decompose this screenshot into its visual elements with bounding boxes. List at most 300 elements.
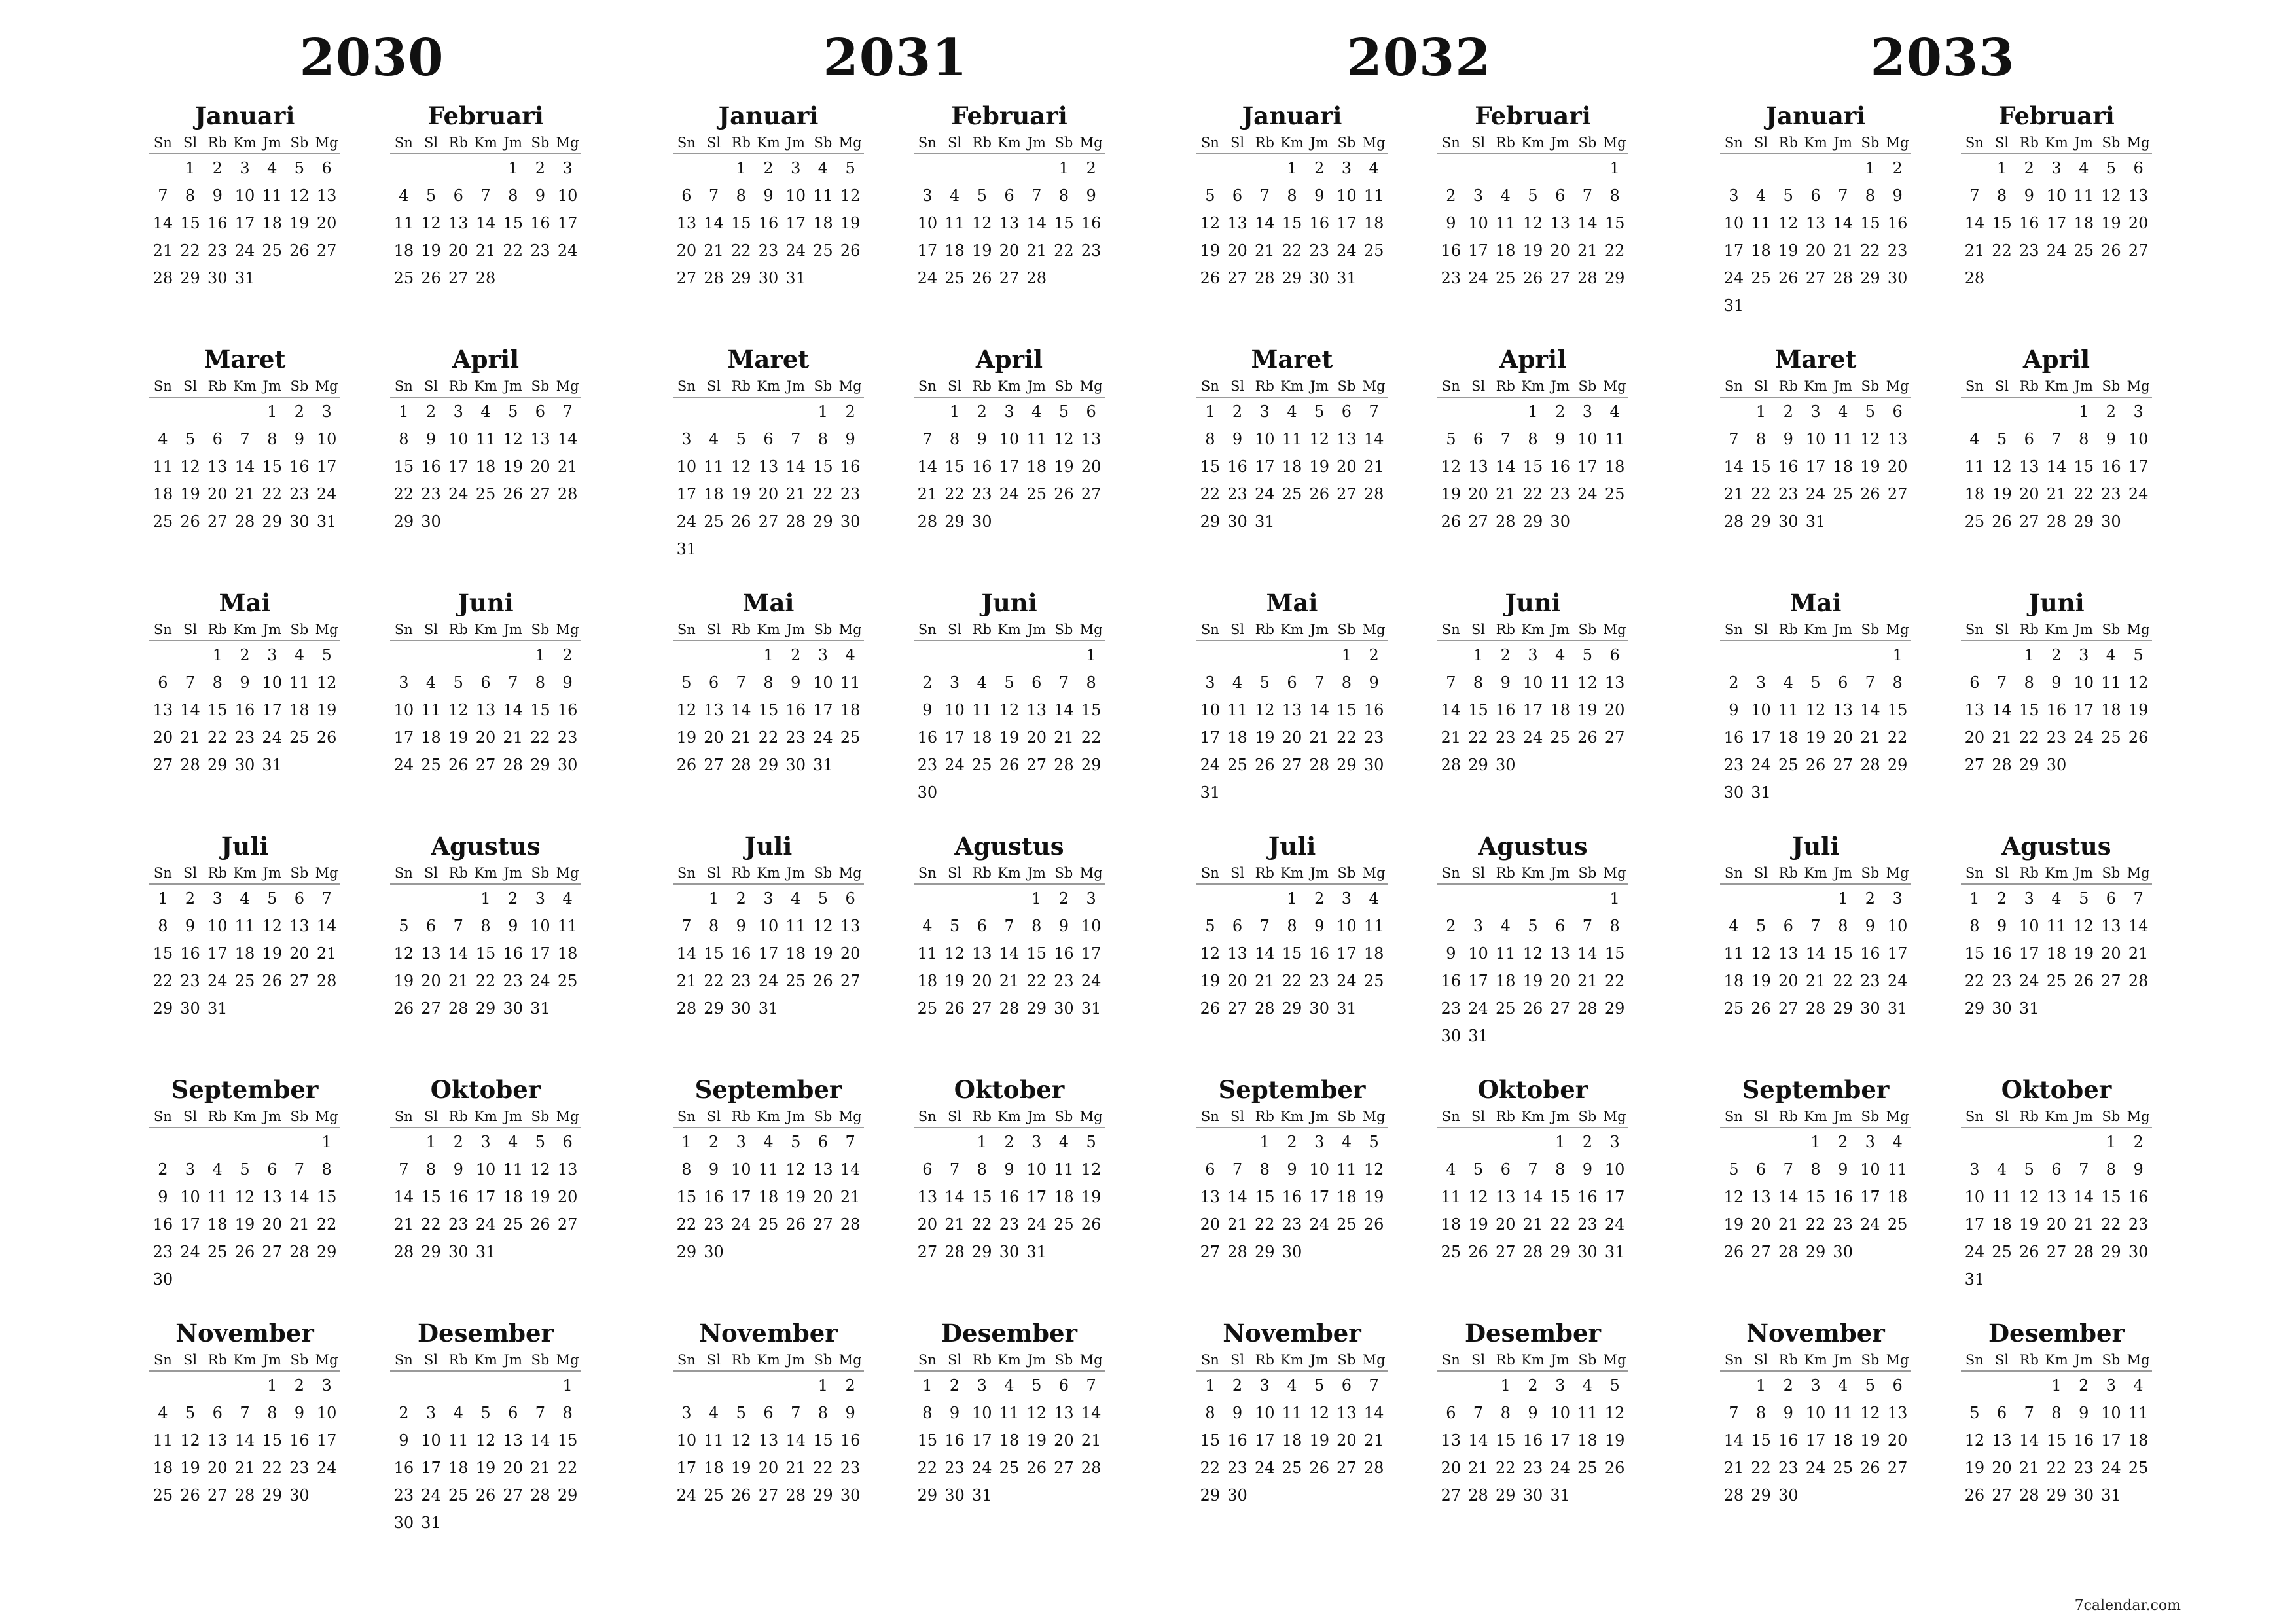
weekday-label: Jm [1551,378,1570,394]
day-cell: 6 [425,917,437,935]
day-cell: 19 [731,1459,751,1477]
day-cell: 16 [1496,701,1516,719]
day-cell: 3 [1341,889,1352,908]
empty-day-cell [727,641,755,669]
day-cell: 6 [845,889,855,908]
weekday-label: Sb [290,135,309,151]
month-agustus [1437,830,1628,1073]
day-cell: 16 [152,1215,173,1234]
day-cell: 24 [1200,756,1221,774]
day-cell: 7 [1582,917,1593,935]
empty-day-cell [1720,398,1748,425]
day-cell: 18 [1577,1431,1598,1450]
weekday-header [390,1106,581,1128]
day-cell: 11 [152,457,173,476]
day-cell: 28 [393,1243,414,1261]
day-cell: 26 [1992,512,2012,531]
weekday-label: Mg [1362,1352,1386,1368]
day-cell: 23 [1081,241,1102,260]
year-title: 2033 [1870,28,2015,88]
day-cell: 7 [949,1160,960,1179]
day-cell: 4 [425,673,437,692]
day-cell: 1 [817,1376,829,1395]
weekday-label: Km [997,865,1021,881]
day-cell: 15 [1964,944,1985,963]
weekday-label: Jm [1551,865,1570,881]
weekday-label: Mg [556,865,579,881]
day-cell: 15 [704,944,724,963]
day-cell: 22 [393,485,414,503]
day-cell: 12 [1964,1431,1985,1450]
day-cell: 7 [1232,1160,1243,1179]
week-row [149,182,340,209]
weekday-label: Sn [394,622,413,637]
day-cell: 13 [152,701,173,719]
weekday-label: Km [1804,1109,1827,1124]
day-cell: 20 [421,972,441,990]
week-row [1720,425,1911,453]
months-grid [1720,99,2165,1560]
weekday-label: Sn [1200,622,1219,637]
day-cell: 12 [785,1160,806,1179]
weekday-label: Jm [262,1352,281,1368]
weekday-header [914,1349,1105,1372]
day-cell: 23 [234,728,255,747]
day-cell: 4 [508,1133,518,1151]
week-row [1961,1128,2152,1156]
day-cell: 25 [1723,999,1744,1018]
day-cell: 23 [1309,241,1329,260]
empty-day-cell [418,885,445,912]
day-cell: 22 [704,972,724,990]
day-cell: 12 [2073,917,2094,935]
day-cell: 26 [475,1486,496,1505]
weekday-label: Km [233,1352,257,1368]
day-cell: 26 [1200,269,1221,287]
week-row [390,1156,581,1183]
day-cell: 7 [1969,187,1980,205]
day-cell: 10 [758,917,779,935]
day-cell: 5 [1369,1133,1379,1151]
day-cell: 25 [1577,1459,1598,1477]
weekday-label: Mg [556,135,579,151]
empty-day-cell [286,1128,314,1156]
weekday-label: Sn [918,135,937,151]
weekday-label: Sn [1724,865,1743,881]
week-row [149,1266,340,1293]
day-cell: 19 [1468,1215,1488,1234]
empty-day-cell [1465,1128,1492,1156]
day-cell: 28 [289,1243,310,1261]
day-cell: 9 [1996,917,2007,935]
week-row [673,237,864,264]
day-cell: 7 [294,1160,305,1179]
week-row [1196,1482,1388,1509]
day-cell: 28 [1860,756,1880,774]
day-cell: 3 [1473,917,1484,935]
weekday-label: Rb [2019,1109,2039,1124]
week-row [673,1238,864,1266]
day-cell: 1 [1969,889,1980,908]
day-cell: 22 [1992,241,2012,260]
day-cell: 21 [1723,1459,1744,1477]
day-cell: 17 [999,457,1020,476]
day-cell: 22 [2101,1215,2121,1234]
day-cell: 30 [704,1243,724,1261]
day-cell: 9 [1555,430,1566,448]
day-cell: 8 [1086,673,1096,692]
day-cell: 29 [1255,1243,1275,1261]
week-row [1196,751,1388,779]
day-cell: 24 [262,728,282,747]
day-cell: 28 [676,999,697,1018]
day-cell: 8 [185,187,196,205]
day-cell: 8 [321,1160,332,1179]
week-row [673,641,864,669]
day-cell: 18 [421,728,441,747]
day-cell: 11 [475,430,496,448]
day-cell: 1 [736,159,746,177]
day-cell: 21 [1992,728,2012,747]
week-row [1196,508,1388,535]
weekday-header [1437,619,1628,641]
week-row [1196,1211,1388,1238]
day-cell: 29 [1604,999,1625,1018]
weekday-label: Mg [2126,135,2150,151]
empty-day-cell [1465,398,1492,425]
day-cell: 10 [1468,214,1488,232]
day-cell: 29 [758,756,779,774]
day-cell: 12 [1522,944,1543,963]
day-cell: 31 [1805,512,1826,531]
day-cell: 25 [1887,1215,1908,1234]
week-row [149,398,340,425]
day-cell: 9 [508,917,518,935]
day-cell: 8 [1969,917,1980,935]
week-row [1720,1211,1911,1238]
day-cell: 4 [1783,673,1793,692]
day-cell: 5 [1810,673,1821,692]
empty-day-cell [755,1372,782,1399]
day-cell: 30 [1496,756,1516,774]
empty-day-cell [418,1372,445,1399]
weekday-label: Mg [556,1109,579,1124]
weekday-label: Rb [1778,1352,1798,1368]
empty-day-cell [1224,1128,1251,1156]
day-cell: 4 [2079,159,2089,177]
weekday-label: Sn [153,1352,172,1368]
weekday-label: Mg [1603,865,1626,881]
day-cell: 30 [1363,756,1384,774]
empty-day-cell [1802,154,1829,182]
day-cell: 27 [999,269,1020,287]
day-cell: 21 [999,972,1020,990]
month-name: Juli [744,832,793,861]
day-cell: 13 [1336,1404,1357,1422]
day-cell: 27 [1496,1243,1516,1261]
day-cell: 3 [1473,187,1484,205]
day-cell: 25 [1363,241,1384,260]
day-cell: 20 [2046,1215,2067,1234]
day-cell: 5 [1755,917,1767,935]
day-cell: 18 [1336,1188,1357,1206]
day-cell: 7 [1500,430,1511,448]
week-row [390,237,581,264]
day-cell: 16 [503,944,523,963]
day-cell: 8 [212,673,223,692]
week-row [1437,724,1628,751]
day-cell: 14 [1054,701,1074,719]
week-row [1196,154,1388,182]
day-cell: 6 [508,1404,518,1422]
day-cell: 27 [1468,512,1488,531]
weekday-label: Sb [814,865,833,881]
weekday-label: Km [233,378,257,394]
day-cell: 3 [1004,402,1014,421]
day-cell: 20 [676,241,697,260]
day-cell: 14 [785,457,806,476]
week-row [1720,885,1911,912]
day-cell: 5 [736,430,746,448]
empty-day-cell [1224,154,1251,182]
month-agustus [914,830,1105,1073]
day-cell: 11 [1282,1404,1302,1422]
day-cell: 22 [676,1215,697,1234]
empty-day-cell [1306,641,1333,669]
day-cell: 8 [1755,430,1767,448]
day-cell: 26 [1309,485,1329,503]
day-cell: 22 [316,1215,337,1234]
day-cell: 31 [530,999,550,1018]
week-row [1720,641,1911,669]
day-cell: 18 [475,457,496,476]
day-cell: 17 [758,944,779,963]
day-cell: 13 [1468,457,1488,476]
week-row [914,453,1105,480]
day-cell: 28 [1496,512,1516,531]
day-cell: 2 [1528,1376,1538,1395]
day-cell: 17 [234,214,255,232]
weekday-label: Sb [1861,1109,1880,1124]
week-row [914,724,1105,751]
week-row [149,885,340,912]
week-row [673,885,864,912]
month-name: Agustus [2001,832,2111,861]
week-row [1437,1128,1628,1156]
month-name: Januari [718,101,819,130]
day-cell: 25 [785,972,806,990]
month-september [1720,1073,1911,1317]
empty-day-cell [1748,154,1775,182]
empty-day-cell [782,1372,810,1399]
day-cell: 8 [949,430,960,448]
weekday-label: Mg [1886,1352,1909,1368]
day-cell: 19 [1054,457,1074,476]
day-cell: 9 [212,187,223,205]
day-cell: 28 [704,269,724,287]
day-cell: 20 [1887,1431,1908,1450]
weekday-label: Sb [1578,378,1597,394]
day-cell: 26 [972,269,992,287]
day-cell: 10 [1336,187,1357,205]
day-cell: 27 [530,485,550,503]
weekday-label: Mg [1362,865,1386,881]
day-cell: 27 [840,972,861,990]
weekday-label: Km [233,135,257,151]
week-row [390,425,581,453]
weekday-label: Sl [707,135,721,151]
day-cell: 4 [1369,889,1379,908]
day-cell: 10 [1309,1160,1329,1179]
day-cell: 6 [1086,402,1096,421]
empty-day-cell [1988,398,2016,425]
day-cell: 13 [1081,430,1102,448]
week-row [1720,182,1911,209]
weekday-label: Sl [1995,1109,2009,1124]
weekday-label: Km [757,1352,780,1368]
day-cell: 30 [1441,1027,1462,1045]
weekday-header [1437,1349,1628,1372]
day-cell: 9 [425,430,437,448]
weekday-label: Mg [1079,378,1103,394]
day-cell: 26 [2101,241,2121,260]
day-cell: 21 [1081,1431,1102,1450]
month-name: Februari [427,101,544,130]
weekday-label: Jm [786,135,805,151]
empty-day-cell [673,885,700,912]
day-cell: 7 [681,917,692,935]
empty-day-cell [941,885,969,912]
weekday-label: Mg [315,135,338,151]
day-cell: 21 [1363,457,1384,476]
month-juni [1961,586,2152,830]
day-cell: 18 [262,214,282,232]
week-row [1961,398,2152,425]
day-cell: 10 [1604,1160,1625,1179]
weekday-label: Sn [918,865,937,881]
week-row [1720,967,1911,995]
week-row [390,724,581,751]
weekday-label: Rb [1496,622,1515,637]
week-row [149,751,340,779]
day-cell: 24 [972,1459,992,1477]
empty-day-cell [1437,398,1465,425]
day-cell: 10 [676,1431,697,1450]
day-cell: 28 [1468,1486,1488,1505]
empty-day-cell [1774,641,1802,669]
week-row [914,669,1105,696]
day-cell: 26 [1860,1459,1880,1477]
day-cell: 19 [262,944,282,963]
day-cell: 16 [1227,1431,1247,1450]
weekday-label: Jm [1027,1352,1046,1368]
day-cell: 29 [1496,1486,1516,1505]
day-cell: 29 [2073,512,2094,531]
day-cell: 21 [785,1459,806,1477]
day-cell: 13 [758,457,779,476]
weekday-label: Sn [1724,378,1743,394]
weekday-label: Rb [1496,1109,1515,1124]
day-cell: 11 [972,701,992,719]
year-block-2030 [149,20,594,1560]
empty-day-cell [1829,641,1857,669]
week-row [673,508,864,535]
day-cell: 27 [207,512,228,531]
day-cell: 28 [234,512,255,531]
day-cell: 24 [785,241,806,260]
weekday-label: Km [997,622,1021,637]
weekday-label: Sl [948,622,962,637]
day-cell: 23 [840,1459,861,1477]
day-cell: 2 [708,1133,719,1151]
day-cell: 18 [1282,1431,1302,1450]
day-cell: 10 [1522,673,1543,692]
empty-day-cell [673,154,700,182]
weekday-label: Sn [677,1109,696,1124]
day-cell: 11 [393,214,414,232]
day-cell: 19 [475,1459,496,1477]
day-cell: 1 [1341,646,1352,664]
day-cell: 15 [1887,701,1908,719]
day-cell: 6 [1473,430,1484,448]
day-cell: 25 [1751,269,1771,287]
month-name: Maret [1251,345,1333,374]
week-row [149,264,340,292]
day-cell: 1 [1287,159,1297,177]
months-grid [673,99,1118,1560]
day-cell: 12 [1200,944,1221,963]
day-cell: 24 [1255,485,1275,503]
day-cell: 23 [530,241,550,260]
day-cell: 3 [949,673,960,692]
weekday-label: Sn [918,378,937,394]
week-row [914,995,1105,1022]
day-cell: 31 [1468,1027,1488,1045]
day-cell: 12 [2101,187,2121,205]
day-cell: 9 [1783,430,1793,448]
month-april [1961,343,2152,586]
day-cell: 13 [758,1431,779,1450]
day-cell: 14 [152,214,173,232]
day-cell: 5 [1729,1160,1739,1179]
weekday-label: Jm [786,865,805,881]
weekday-label: Jm [1310,378,1329,394]
day-cell: 10 [2128,430,2149,448]
day-cell: 28 [530,1486,550,1505]
day-cell: 16 [234,701,255,719]
day-cell: 1 [1031,889,1042,908]
day-cell: 22 [2046,1459,2067,1477]
day-cell: 21 [2073,1215,2094,1234]
day-cell: 28 [2128,972,2149,990]
day-cell: 21 [1778,1215,1799,1234]
day-cell: 15 [2101,1188,2121,1206]
week-row [390,641,581,669]
day-cell: 11 [704,457,724,476]
week-row [1437,398,1628,425]
empty-day-cell [390,1372,418,1399]
day-cell: 18 [234,944,255,963]
day-cell: 2 [2133,1133,2144,1151]
day-cell: 20 [1751,1215,1771,1234]
weekday-label: Rb [448,378,468,394]
empty-day-cell [700,398,728,425]
weekday-label: Rb [2019,135,2039,151]
day-cell: 26 [1468,1243,1488,1261]
day-cell: 17 [2046,214,2067,232]
day-cell: 3 [922,187,933,205]
day-cell: 22 [731,241,751,260]
